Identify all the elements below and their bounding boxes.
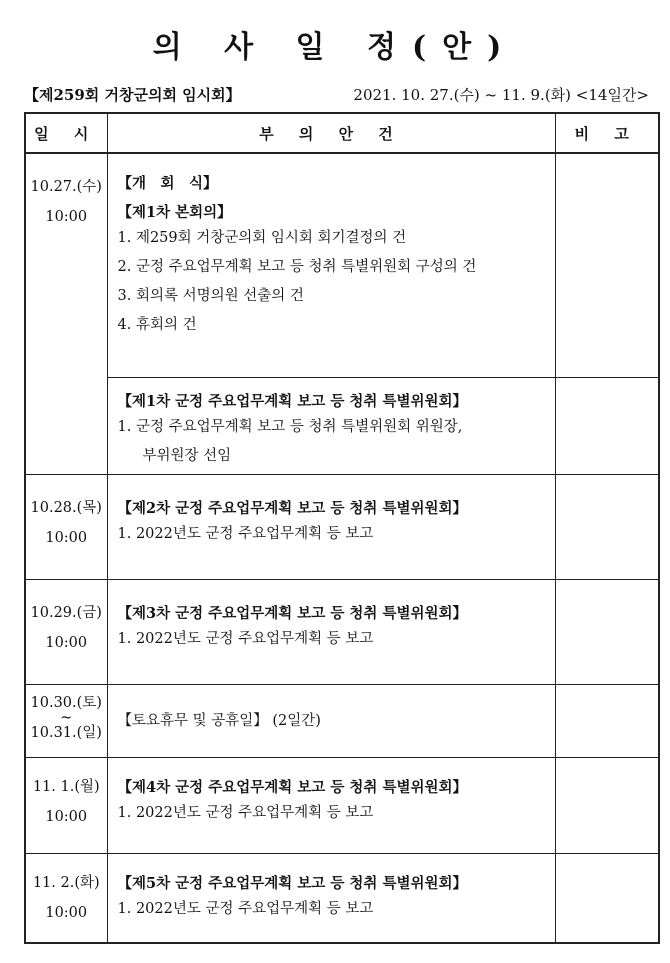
date-text: 10.31.(일) (30, 724, 102, 741)
agenda-cell (107, 377, 555, 474)
table-row (25, 579, 659, 684)
table-header-row (25, 113, 659, 153)
date-cell (25, 474, 107, 579)
agenda-item: 4. 휴회의 건 (117, 317, 197, 333)
agenda-note: (2일간) (267, 712, 321, 729)
agenda-cell (107, 579, 555, 684)
agenda-cell (107, 474, 555, 579)
agenda-cell (107, 757, 555, 853)
time-text: 10:00 (45, 634, 88, 651)
session-label: 【제259회 거창군의회 임시회】 (24, 86, 241, 104)
agenda-heading: 【제4차 군정 주요업무계획 보고 등 청취 특별위원회】 (117, 778, 468, 796)
date-text: 10.30.(토) (30, 694, 102, 711)
column-header-date: 일 시 (25, 113, 107, 153)
agenda-heading: 【개 회 식】 (117, 175, 218, 192)
date-cell (25, 579, 107, 684)
session-period: 2021. 10. 27.(수) ~ 11. 9.(화) <14일간> (353, 86, 649, 104)
note-cell (555, 377, 659, 474)
time-text: 10:00 (45, 529, 88, 546)
agenda-cell (107, 853, 555, 943)
note-cell (555, 684, 659, 757)
agenda-item: 1. 제259회 거창군의회 임시회 회기결정의 건 (117, 230, 407, 246)
agenda-cell (107, 153, 555, 377)
agenda-heading: 【제1차 본회의】 (117, 204, 232, 221)
table-row (25, 757, 659, 853)
agenda-item: 1. 2022년도 군정 주요업무계획 등 보고 (117, 630, 374, 647)
agenda-heading: 【제1차 군정 주요업무계획 보고 등 청취 특별위원회】 (117, 392, 468, 410)
time-text: 10:00 (45, 808, 88, 825)
note-cell (555, 579, 659, 684)
agenda-item: 3. 회의록 서명의원 선출의 건 (117, 288, 304, 304)
page-title: 의 사 일 정(안) (152, 30, 518, 65)
agenda-item: 1. 2022년도 군정 주요업무계획 등 보고 (117, 804, 374, 821)
note-cell (555, 153, 659, 377)
agenda-table (24, 112, 660, 944)
date-cell (25, 153, 107, 474)
note-cell (555, 474, 659, 579)
time-text: 10:00 (45, 904, 88, 921)
agenda-line (118, 707, 549, 736)
time-text: 10:00 (45, 209, 88, 225)
range-tilde: ~ (60, 709, 73, 726)
date-text: 11. 2.(화) (32, 874, 100, 891)
column-header-note: 비 고 (555, 113, 659, 153)
agenda-heading: 【제5차 군정 주요업무계획 보고 등 청취 특별위원회】 (117, 874, 468, 892)
table-row (25, 474, 659, 579)
table-row (25, 153, 659, 377)
agenda-item: 1. 군정 주요업무계획 보고 등 청취 특별위원회 위원장, (117, 418, 463, 435)
note-cell (555, 757, 659, 853)
agenda-heading: 【제2차 군정 주요업무계획 보고 등 청취 특별위원회】 (117, 499, 468, 517)
note-cell (555, 853, 659, 943)
date-text: 10.29.(금) (30, 604, 102, 621)
date-cell (25, 684, 107, 757)
table-row (25, 853, 659, 943)
table-row (25, 684, 659, 757)
agenda-item: 1. 2022년도 군정 주요업무계획 등 보고 (117, 525, 374, 542)
agenda-item: 2. 군정 주요업무계획 보고 등 청취 특별위원회 구성의 건 (117, 259, 477, 275)
date-text: 10.28.(목) (30, 499, 102, 516)
date-text: 10.27.(수) (30, 179, 102, 195)
column-header-agenda: 부 의 안 건 (107, 113, 555, 153)
table-row (25, 377, 659, 474)
date-text: 11. 1.(월) (32, 778, 100, 795)
session-info (24, 84, 649, 108)
agenda-item: 1. 2022년도 군정 주요업무계획 등 보고 (117, 900, 374, 917)
agenda-heading: 【제3차 군정 주요업무계획 보고 등 청취 특별위원회】 (117, 604, 468, 622)
agenda-item: 부위원장 선임 (142, 447, 232, 464)
date-cell (25, 853, 107, 943)
agenda-cell (107, 684, 555, 757)
agenda-heading: 【토요휴무 및 공휴일】 (117, 712, 268, 729)
date-cell (25, 757, 107, 853)
